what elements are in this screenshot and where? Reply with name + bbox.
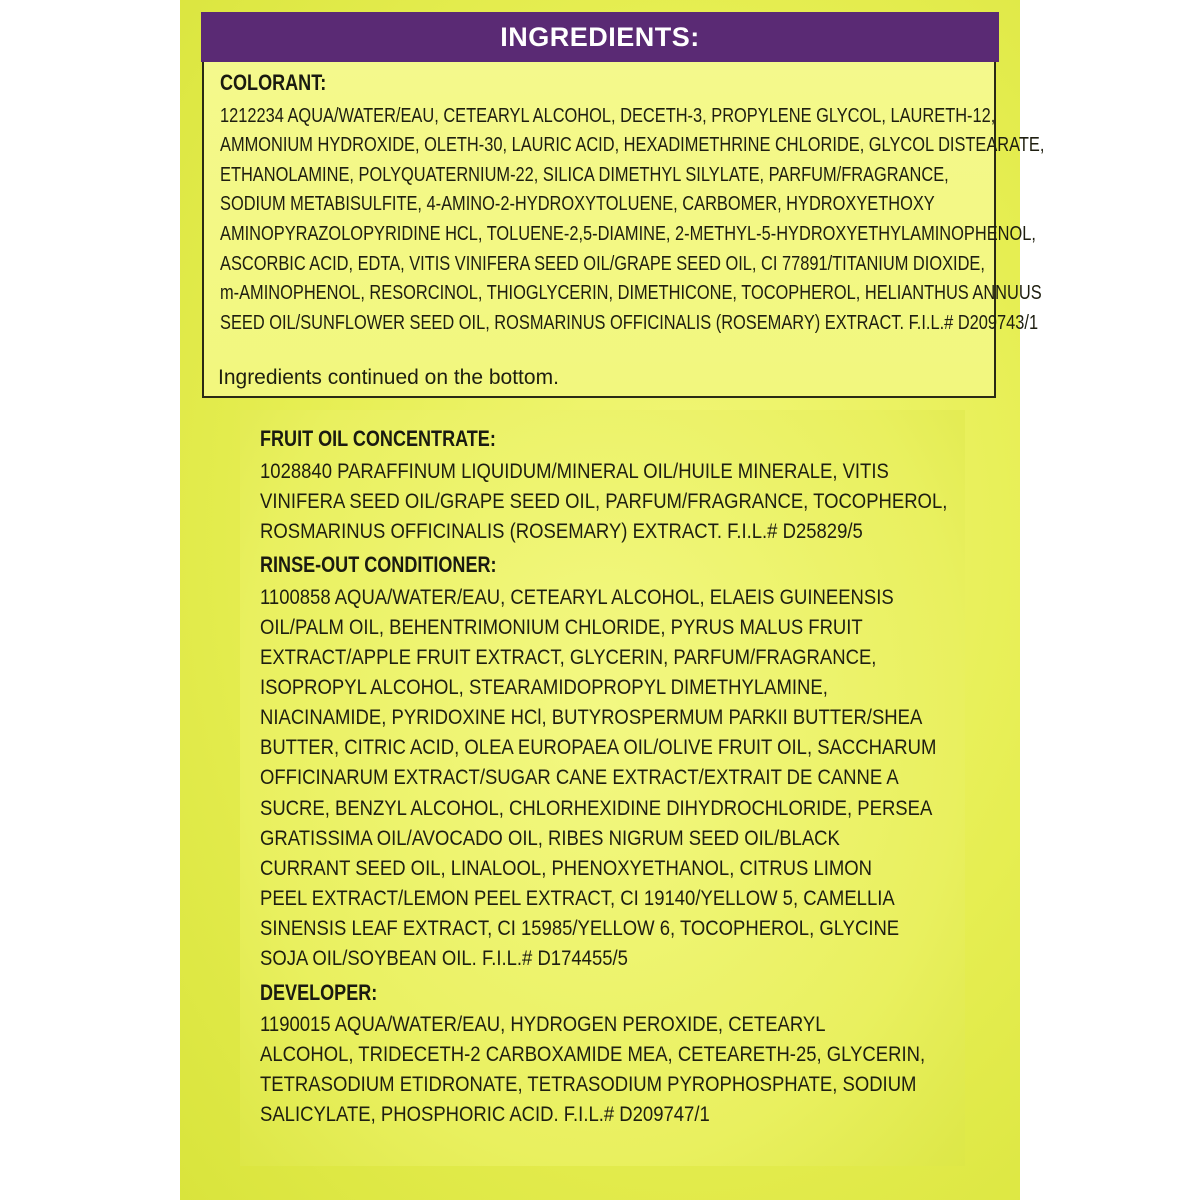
lower-ingredients-section (240, 410, 965, 1166)
fruit-oil-line: VINIFERA SEED OIL/GRAPE SEED OIL, PARFUM/FRAGRANCE, TOCOPHEROL, (260, 488, 948, 513)
conditioner-line: OIL/PALM OIL, BEHENTRIMONIUM CHLORIDE, PYRUS MALUS FRUIT (260, 614, 863, 639)
conditioner-line: EXTRACT/APPLE FRUIT EXTRACT, GLYCERIN, PARFUM/FRAGRANCE, (260, 645, 877, 670)
colorant-content (220, 70, 1045, 380)
conditioner-line: SOJA OIL/SOYBEAN OIL. F.I.L.# D174455/5 (260, 946, 628, 970)
section-gap (260, 542, 960, 552)
colorant-line: AMMONIUM HYDROXIDE, OLETH-30, LAURIC ACID, HEXADIMETHRINE CHLORIDE, GLYCOL DISTEARATE, (220, 134, 1045, 157)
section-gap (260, 970, 960, 980)
fruit-oil-line: ROSMARINUS OFFICINALIS (ROSEMARY) EXTRACT. F.I.L.# D25829/5 (260, 518, 863, 543)
fruit-oil-heading: FRUIT OIL CONCENTRATE: (260, 426, 496, 451)
conditioner-line: OFFICINARUM EXTRACT/SUGAR CANE EXTRACT/EXTRAIT DE CANNE A (260, 765, 899, 790)
colorant-line: 1212234 AQUA/WATER/EAU, CETEARYL ALCOHOL, DECETH-3, PROPYLENE GLYCOL, LAURETH-12, (220, 104, 996, 127)
lower-content (260, 426, 960, 1126)
conditioner-line: GRATISSIMA OIL/AVOCADO OIL, RIBES NIGRUM SEED OIL/BLACK (260, 825, 840, 850)
colorant-line: m-AMINOPHENOL, RESORCINOL, THIOGLYCERIN, DIMETHICONE, TOCOPHEROL, HELIANTHUS ANNUUS (220, 282, 1042, 305)
conditioner-line: ISOPROPYL ALCOHOL, STEARAMIDOPROPYL DIMETHYLAMINE, (260, 675, 828, 700)
colorant-heading: COLORANT: (220, 70, 327, 95)
colorant-line: SEED OIL/SUNFLOWER SEED OIL, ROSMARINUS OFFICINALIS (ROSEMARY) EXTRACT. F.I.L.# D209743/1 (220, 311, 1039, 334)
conditioner-line: BUTTER, CITRIC ACID, OLEA EUROPAEA OIL/OLIVE FRUIT OIL, SACCHARUM (260, 735, 937, 760)
colorant-line: SODIUM METABISULFITE, 4-AMINO-2-HYDROXYTOLUENE, CARBOMER, HYDROXYETHOXY (220, 193, 935, 216)
conditioner-line: 1100858 AQUA/WATER/EAU, CETEARYL ALCOHOL, ELAEIS GUINEENSIS (260, 584, 894, 609)
colorant-section (202, 62, 1045, 398)
developer-line: ALCOHOL, TRIDECETH-2 CARBOXAMIDE MEA, CETEARETH-25, GLYCERIN, (260, 1042, 926, 1067)
developer-line: TETRASODIUM ETIDRONATE, TETRASODIUM PYROPHOSPHATE, SODIUM (260, 1072, 917, 1097)
conditioner-line: PEEL EXTRACT/LEMON PEEL EXTRACT, CI 19140/YELLOW 5, CAMELLIA (260, 885, 895, 910)
developer-line: SALICYLATE, PHOSPHORIC ACID. F.I.L.# D209747/1 (260, 1102, 710, 1127)
colorant-line: AMINOPYRAZOLOPYRIDINE HCL, TOLUENE-2,5-DIAMINE, 2-METHYL-5-HYDROXYETHYLAMINOPHENOL, (220, 222, 1036, 245)
conditioner-line: SINENSIS LEAF EXTRACT, CI 15985/YELLOW 6, TOCOPHEROL, GLYCINE (260, 915, 900, 940)
developer-line: 1190015 AQUA/WATER/EAU, HYDROGEN PEROXIDE, CETEARYL (260, 1012, 826, 1037)
ingredients-header (201, 12, 999, 62)
developer-heading: DEVELOPER: (260, 979, 378, 1005)
conditioner-heading: RINSE-OUT CONDITIONER: (260, 552, 497, 578)
fruit-oil-line: 1028840 PARAFFINUM LIQUIDUM/MINERAL OIL/HUILE MINERALE, VITIS (260, 458, 889, 483)
colorant-line: ETHANOLAMINE, POLYQUATERNIUM-22, SILICA DIMETHYL SILYLATE, PARFUM/FRAGRANCE, (220, 163, 949, 186)
conditioner-line: CURRANT SEED OIL, LINALOOL, PHENOXYETHANOL, CITRUS LIMON (260, 855, 873, 880)
conditioner-line: SUCRE, BENZYL ALCOHOL, CHLORHEXIDINE DIHYDROCHLORIDE, PERSEA (260, 795, 933, 820)
colorant-line: ASCORBIC ACID, EDTA, VITIS VINIFERA SEED OIL/GRAPE SEED OIL, CI 77891/TITANIUM DIOXIDE, (220, 252, 985, 275)
conditioner-line: NIACINAMIDE, PYRIDOXINE HCl, BUTYROSPERMUM PARKII BUTTER/SHEA (260, 705, 923, 730)
continued-note: Ingredients continued on the bottom. (218, 366, 559, 389)
ingredients-title: INGREDIENTS: (500, 21, 700, 52)
